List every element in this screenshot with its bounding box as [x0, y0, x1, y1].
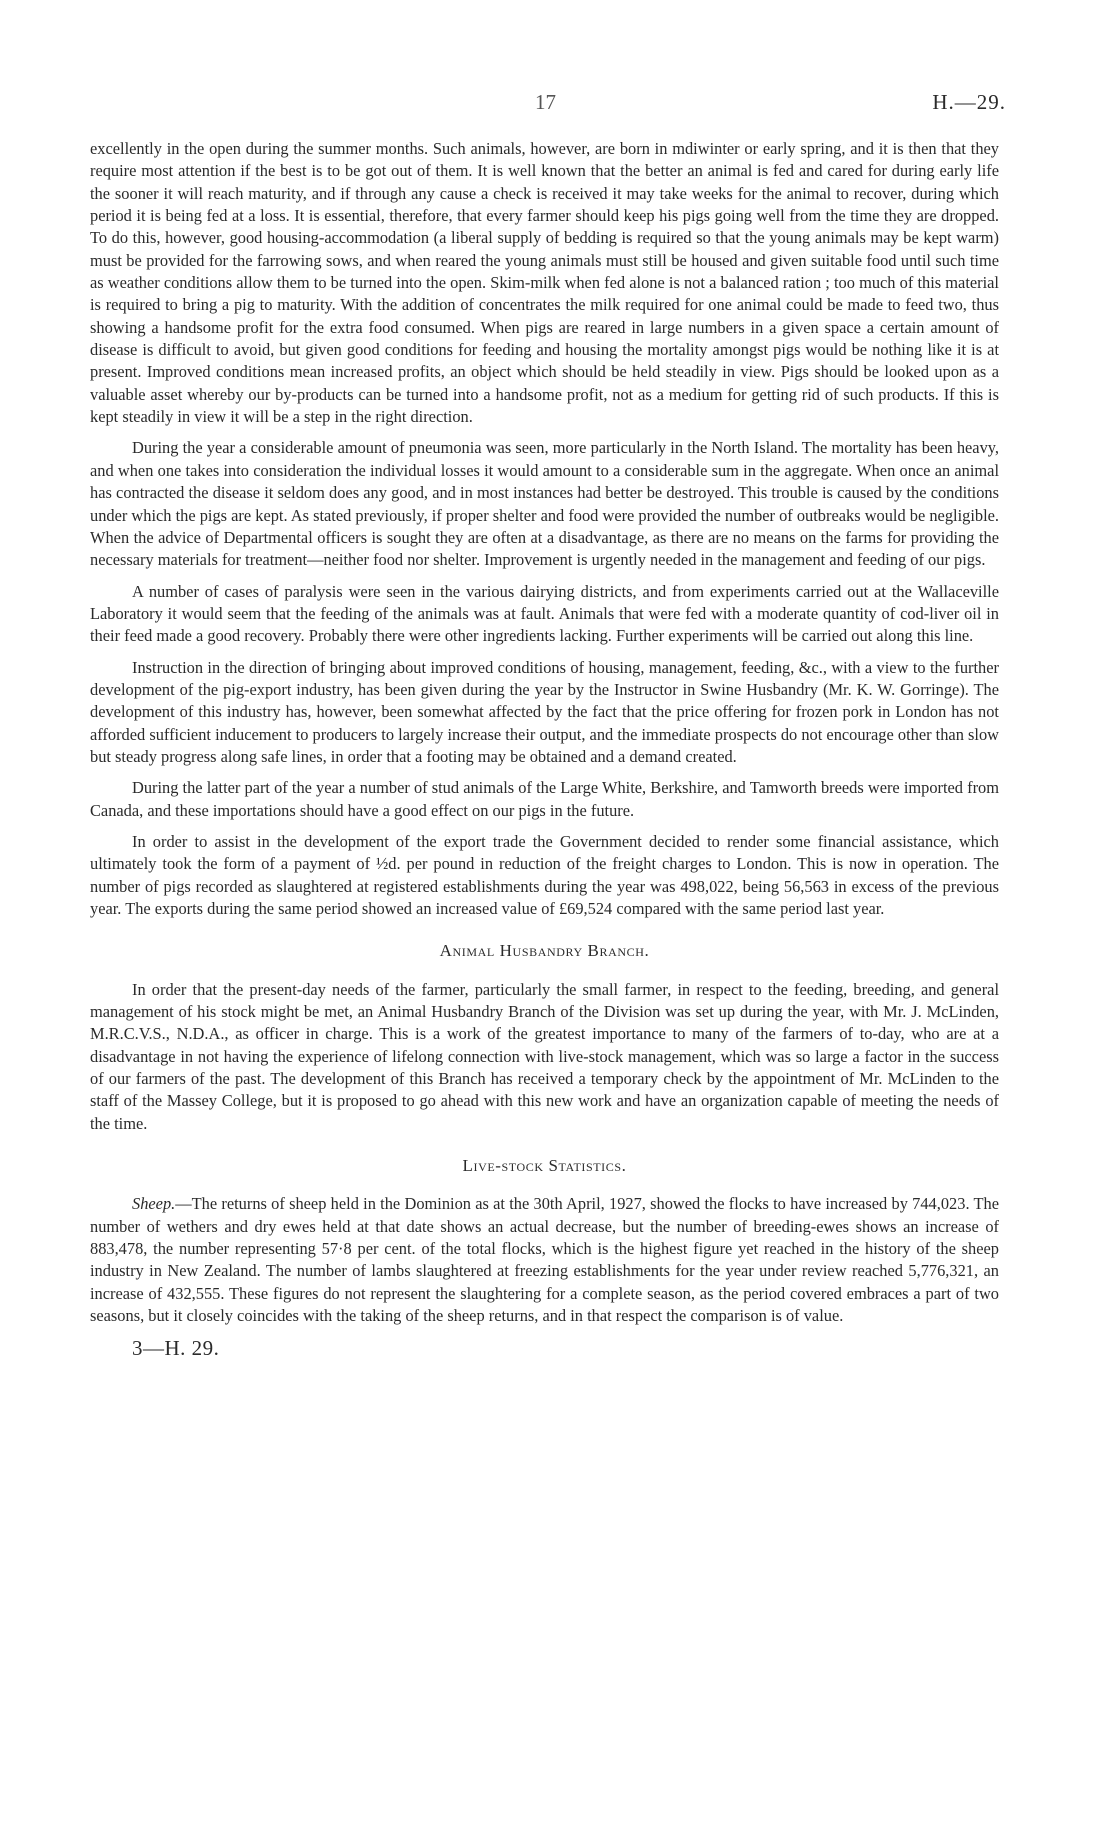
signature-mark: 3—H. 29.	[132, 1335, 220, 1360]
paragraph-pig-housing: excellently in the open during the summer months. Such animals, however, are born in mdiwinter or early spring, and it is then that they require most attention if the best is to be got out of them. It is well known that the better an animal is fed and cared for during early life the sooner it will reach maturity, and if through any cause a check is received it may take weeks for the animal to recover, during which period it is being fed at a loss. It is essential, therefore, that every farmer should keep his pigs going well from the time they are dropped. To do this, however, good housing-accommodation (a liberal supply of bedding is required so that the young animals may be kept warm) must be provided for the farrowing sows, and when reared the young animals must still be housed and given suitable food until such time as weather conditions allow them to be turned into the open. Skim-milk when fed alone is not a balanced ration ; too much of this material is required to bring a pig to maturity. With the addition of concentrates the milk required for one animal could be made to feed two, thus showing a handsome profit for the extra food consumed. When pigs are reared in large numbers in a given space a certain amount of disease is difficult to avoid, but given good conditions for feeding and housing the mortality amongst pigs would be nothing like it is at present. Improved conditions mean increased profits, an object which should be held steadily in view. Pigs should be looked upon as a valuable asset whereby our by-products can be turned into a handsome profit, not as a medium for getting rid of such products. If this is kept steadily in view it will be a step in the right direction.	[90, 139, 999, 427]
paragraph-sheep	[90, 1193, 999, 1327]
sheep-lead-in: Sheep.	[132, 1194, 176, 1214]
paragraph-instruction: Instruction in the direction of bringing about improved conditions of housing, management, feeding, &c., with a view to the further development of the pig-export industry, has been given during the year by the Instructor in Swine Husbandry (Mr. K. W. Gorringe). The development of this industry has, however, been somewhat affected by the fact that the price offering for frozen pork in London has not afforded sufficient inducement to producers to largely increase their output, and the immediate prospects do not encourage other than slow but steady progress along safe lines, in order that a footing may be obtained and a demand created.	[90, 657, 999, 766]
paragraph-export-assistance: In order to assist in the development of the export trade the Government decided to render some financial assistance, which ultimately took the form of a payment of ½d. per pound in reduction of the freight charges to London. This is now in operation. The number of pigs recorded as slaughtered at registered establishments during the year was 498,022, being 56,563 in excess of the previous year. The exports during the same period showed an increased value of £69,524 compared with the same period last year.	[90, 831, 999, 918]
heading-animal-husbandry: Animal Husbandry Branch.	[439, 941, 650, 961]
paragraph-animal-husbandry: In order that the present-day needs of the farmer, particularly the small farmer, in respect to the feeding, breeding, and general management of his stock might be met, an Animal Husbandry Branch of the Division was set up during the year, with Mr. J. McLinden, M.R.C.V.S., N.D.A., as officer in charge. This is a work of the greatest importance to many of the farmers of to-day, who are at a disadvantage in not having the experience of lifelong connection with live-stock management, which was so large a factor in the success of our farmers of the past. The development of this Branch has received a temporary check by the appointment of Mr. McLinden to the staff of the Massey College, but it is proposed to go ahead with this new work and have an organization capable of meeting the needs of the time.	[90, 979, 999, 1133]
document-reference: H.—29.	[932, 90, 1006, 114]
paragraph-stud-imports: During the latter part of the year a number of stud animals of the Large White, Berkshire, and Tamworth breeds were imported from Canada, and these importations should have a good effect on our pigs in the future.	[90, 778, 999, 820]
body-text	[90, 138, 999, 1359]
page-header	[90, 90, 1006, 120]
heading-livestock-statistics: Live-stock Statistics.	[462, 1156, 627, 1176]
paragraph-pneumonia: During the year a considerable amount of pneumonia was seen, more particularly in the North Island. The mortality has been heavy, and when one takes into consideration the individual losses it would amount to a considerable sum in the aggregate. When once an animal has contracted the disease it seldom does any good, and in most instances had better be destroyed. This trouble is caused by the conditions under which the pigs are kept. As stated previously, if proper shelter and food were provided the number of outbreaks would be negligible. When the advice of Departmental officers is sought they are often at a disadvantage, as there are no means on the farms for providing the necessary materials for treatment—neither food nor shelter. Improvement is urgently needed in the management and feeding of our pigs.	[90, 438, 999, 570]
page-number: 17	[535, 90, 556, 114]
paragraph-paralysis: A number of cases of paralysis were seen in the various dairying districts, and from experiments carried out at the Wallaceville Laboratory it would seem that the feeding of the animals was at fault. Animals that were fed with a moderate quantity of cod-liver oil in their feed made a good recovery. Probably there were other ingredients lacking. Further experiments will be carried out along this line.	[90, 581, 999, 646]
sheep-text: —The returns of sheep held in the Dominion as at the 30th April, 1927, showed the flocks to have increased by 744,023. The number of wethers and dry ewes held at that date shows an actual decrease, but the number of breeding-ewes shows an increase of 883,478, the number representing 57·8 per cent. of the total flocks, which is the highest figure yet reached in the history of the sheep industry in New Zealand. The number of lambs slaughtered at freezing establishments for the year under review reached 5,776,321, an increase of 432,555. These figures do not represent the slaughtering for a complete season, as the period covered embraces a part of two seasons, but it closely coincides with the taking of the sheep returns, and in that respect the comparison is of value.	[90, 1194, 999, 1326]
